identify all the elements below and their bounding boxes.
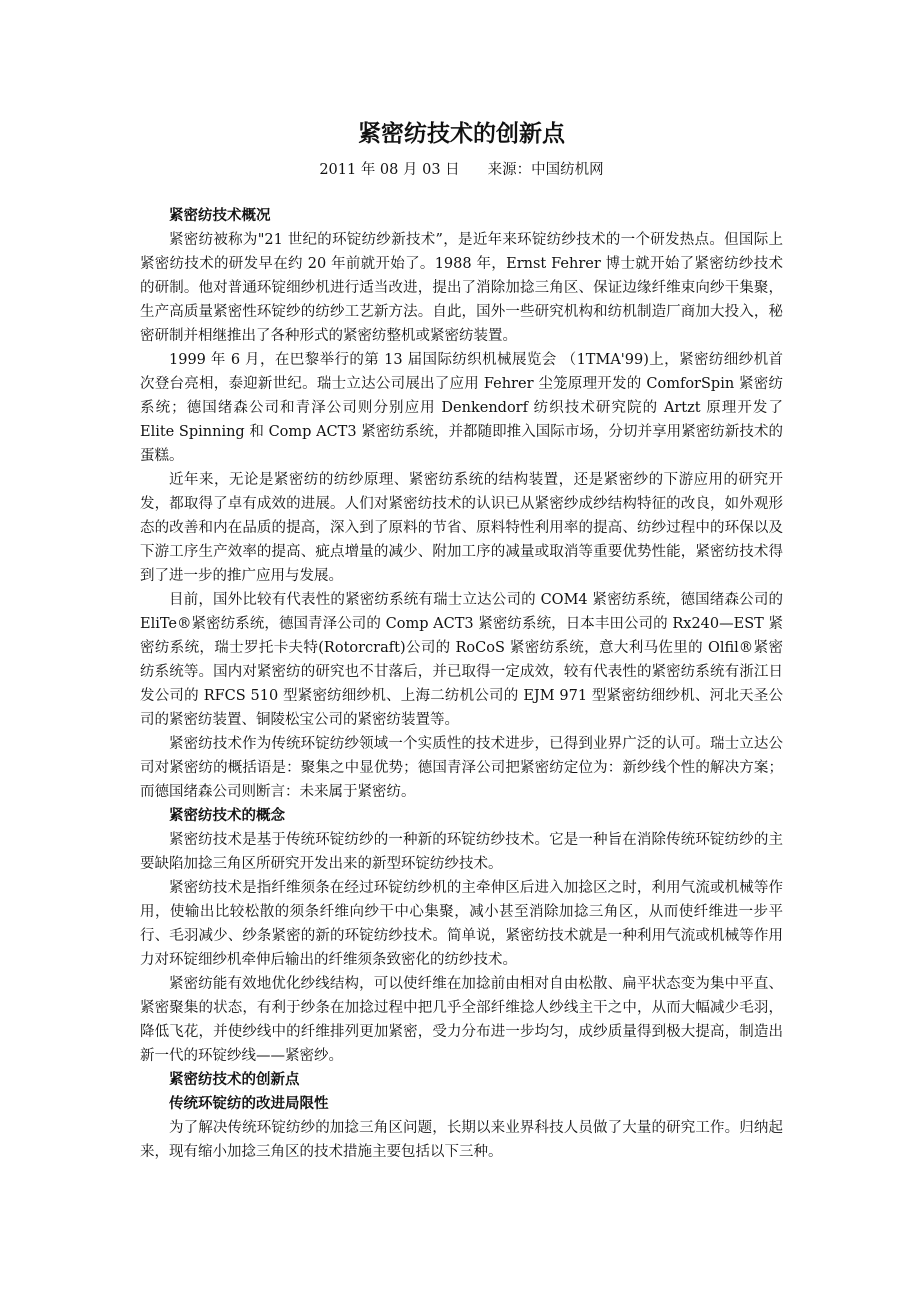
paragraph: 目前，国外比较有代表性的紧密纺系统有瑞士立达公司的 COM4 紧密纺系统，德国绪森公司的 EliTe®紧密纺系统，德国青泽公司的 Comp ACT3 紧密纺系统，日本丰田公司的 Rx240—EST 紧密纺系统，瑞士罗托卡夫特(Rotorcraft)公司的 RoCoS 紧密纺系统，意大利马佐里的 Olfil®紧密纺系统等。国内对紧密纺的研究也不甘落后，并已取得一定成效，较有代表性的紧密纺系统有浙江日发公司的 RFCS 510 型紧密纺细纱机、上海二纺机公司的 EJM 971 型紧密纺细纱机、河北天圣公司的紧密纺装置、铜陵松宝公司的紧密纺装置等。 — [140, 592, 783, 728]
document-title: 紧密纺技术的创新点 — [358, 121, 565, 147]
section-heading-overview: 紧密纺技术概况 — [169, 208, 271, 224]
section-heading-innovation: 紧密纺技术的创新点 — [169, 1072, 300, 1088]
paragraph: 紧密纺被称为"21 世纪的环锭纺纱新技术”，是近年来环锭纺纱技术的一个研发热点。但国际上紧密纺技术的研发早在约 20 年前就开始了。1988 年，Ernst Fehrer 博士就开始了紧密纺纱技术的研制。他对普通环锭细纱机进行适当改进，提出了消除加捻三角区、保证边缘纤维束向纱干集聚，生产高质量紧密性环锭纱的纺纱工艺新方法。自此，国外一些研究机构和纺机制造厂商加大投入，秘密研制并相继推出了各种形式的紧密纺整机或紧密纺装置。 — [140, 232, 783, 344]
paragraph: 紧密纺能有效地优化纱线结构，可以使纤维在加捻前由相对自由松散、扁平状态变为集中平直、紧密聚集的状态，有利于纱条在加捻过程中把几乎全部纤维捻人纱线主干之中，从而大幅减少毛羽，降低飞花，并使纱线中的纤维排列更加紧密，受力分布进一步均匀，成纱质量得到极大提高，制造出新一代的环锭纱线——紧密纱。 — [140, 976, 783, 1064]
paragraph: 近年来，无论是紧密纺的纺纱原理、紧密纺系统的结构装置，还是紧密纱的下游应用的研究开发，都取得了卓有成效的进展。人们对紧密纺技术的认识已从紧密纱成纱结构特征的改良，如外观形态的改善和内在品质的提高，深入到了原料的节省、原料特性利用率的提高、纺纱过程中的环保以及下游工序生产效率的提高、疵点增量的减少、附加工序的减量或取消等重要优势性能，紧密纺技术得到了进一步的推广应用与发展。 — [140, 472, 783, 584]
paragraph: 为了解决传统环锭纺纱的加捻三角区问题，长期以来业界科技人员做了大量的研究工作。归纳起来，现有缩小加捻三角区的技术措施主要包括以下三种。 — [140, 1120, 783, 1160]
paragraph: 紧密纺技术是指纤维须条在经过环锭纺纱机的主牵伸区后进入加捻区之时，利用气流或机械等作用，使输出比较松散的须条纤维向纱干中心集聚，减小甚至消除加捻三角区，从而使纤维进一步平行、毛羽减少、纱条紧密的新的环锭纺纱技术。简单说，紧密纺技术就是一种利用气流或机械等作用力对环锭细纱机牵伸后输出的纤维须条致密化的纺纱技术。 — [140, 880, 783, 968]
paragraph: 1999 年 6 月，在巴黎举行的第 13 届国际纺织机械展览会 （1TMA'99)上，紧密纺细纱机首次登台亮相，泰迎新世纪。瑞士立达公司展出了应用 Fehrer 尘笼原理开发的 ComforSpin 紧密纺系统；德国绪森公司和青泽公司则分别应用 Denkendorf 纺织技术研究院的 Artzt 原理开发了 Elite Spinning 和 Comp ACT3 紧密纺系统，并都随即推入国际市场，分切并享用紧密纺新技术的蛋糕。 — [140, 352, 783, 464]
section-heading-limitations: 传统环锭纺的改进局限性 — [169, 1096, 329, 1112]
paragraph: 紧密纺技术是基于传统环锭纺纱的一种新的环锭纺纱技术。它是一种旨在消除传统环锭纺纱的主要缺陷加捻三角区所研究开发出来的新型环锭纺纱技术。 — [140, 832, 783, 872]
document-meta — [140, 158, 783, 182]
document-body — [140, 204, 783, 1164]
paragraph: 紧密纺技术作为传统环锭纺纱领域一个实质性的技术进步，已得到业界广泛的认可。瑞士立达公司对紧密纺的概括语是：聚集之中显优势；德国青泽公司把紧密纺定位为：新纱线个性的解决方案；而德国绪森公司则断言：未来属于紧密纺。 — [140, 736, 783, 800]
section-heading-concept: 紧密纺技术的概念 — [169, 808, 285, 824]
source-label: 来源：中国纺机网 — [487, 162, 604, 178]
publish-date: 2011 年 08 月 03 日 — [319, 162, 460, 178]
